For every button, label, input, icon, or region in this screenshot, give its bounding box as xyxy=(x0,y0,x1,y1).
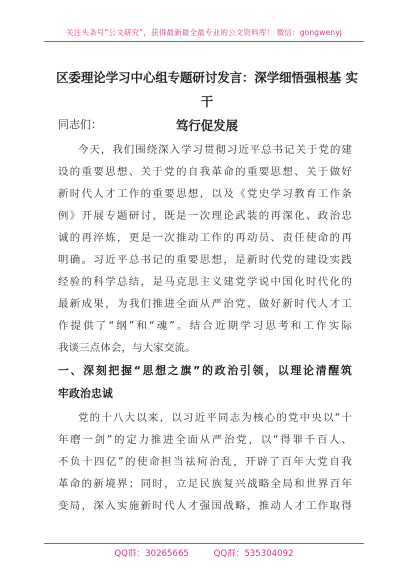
text-line: 诚的再淬炼，更是一次推动工作的再动员、责任使命的再 xyxy=(58,232,352,244)
text-line: 作提供了“纲”和“魂”。结合近期学习思考和工作实际 xyxy=(58,320,352,332)
text-line: 新时代人才工作的重要思想，以及《党史学习教育工作条 xyxy=(58,188,352,200)
text-line: 变局，深入实施新时代人才强国战略，推动人才工作取得 xyxy=(58,500,352,512)
qq-group-1[interactable]: QQ群：30265665 xyxy=(114,549,189,559)
text-line: 年磨一剑”的定力推进全面从严治党，以“得罪千百人、 xyxy=(58,434,352,446)
qq-group-2[interactable]: QQ群：535304092 xyxy=(213,549,294,559)
text-line: 设的重要思想、关于党的自我革命的重要思想、关于做好 xyxy=(58,166,352,178)
text-line: 党的十八大以来，以习近平同志为核心的党中央以“十 xyxy=(78,412,352,424)
text-line: 今天，我们围绕深入学习贯彻习近平总书记关于党的建 xyxy=(78,144,352,156)
text-line: 明确。习近平总书记的重要思想，是新时代党的建设实践 xyxy=(58,254,352,266)
paragraph-intro xyxy=(58,139,352,359)
text-line: 经验的科学总结，是马克思主义建党学说中国化时代化的 xyxy=(58,276,352,288)
text-line: 最新成果，为我们推进全面从严治党、做好新时代人才工 xyxy=(58,298,352,310)
footer xyxy=(0,547,408,559)
paragraph-section-1 xyxy=(58,407,352,517)
promo-banner[interactable]: 关注头条号“公文研究”，获得最新最全最专业的公文资料库！ 微信：gongwenyj xyxy=(66,28,342,37)
text-line: 不负十四亿”的使命担当祛疴治乱，开辟了百年大党自我 xyxy=(58,456,352,468)
section-heading-1 xyxy=(58,359,352,405)
title-line: 区委理论学习中心组专题研讨发言：深学细悟强根基 实干 xyxy=(56,70,358,109)
footer-divider xyxy=(44,543,364,544)
text-line: 革命的新境界；同时，立足民族复兴战略全局和世界百年 xyxy=(58,478,352,490)
header-divider xyxy=(44,41,364,42)
text-line: 我谈三点体会，与大家交流。 xyxy=(58,342,196,354)
heading-line: 一、深刻把握“思想之旗”的政治引领，以理论清醒筑 xyxy=(58,364,352,377)
heading-line: 牢政治忠诚 xyxy=(58,387,113,400)
salutation: 同志们： xyxy=(58,118,102,131)
title-line: 笃行促发展 xyxy=(176,118,238,133)
text-line: 例》开展专题研讨，既是一次理论武装的再深化、政治忠 xyxy=(58,210,352,222)
